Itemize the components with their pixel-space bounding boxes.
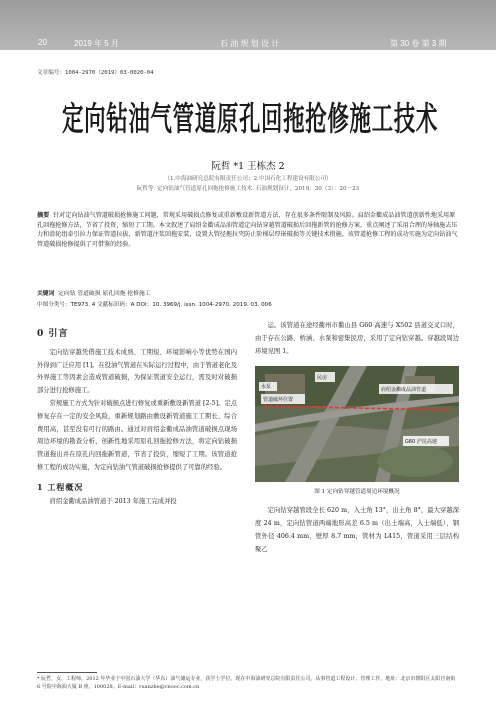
- abstract-text: 针对定向钻油气管道破损抢修施工问题，常规采用破损点修复或重新敷设新管道方法，存在很多条件限制及风险。肩绍金衢成品油管道创新性地采用原孔回拖抢修方法，节省了投资，缩短了工期。本文叙述了肩绍金衢成品油管道定向钻穿越管道破损后回拖新管的抢修方案，重点阐述了采用合理的导轴施去压力和滑轮组牵引拉力保证管道拉拔、新管道注浆回拖安装，设置大管径拖拉夹防止阶梯层厚嵌破损等关键技术措施。该管道抢修工程的成功实施为定向钻油气管道破损抢修提供了可借鉴的经验。: [37, 212, 458, 248]
- section1-paragraph-1: 肩绍金衢成品油管道于 2013 年施工完成并投: [49, 497, 177, 505]
- right-paragraph-1: 运。该管道在途经衢州市衢山县 G60 高速与 X502 县道交叉口时，由于存在公路、桥涵、水泵和密集民房，采用了定向钻穿越。穿越段周边环境见图 1。: [255, 322, 459, 355]
- article-title: [60, 96, 440, 140]
- abstract-label: 摘要: [37, 212, 50, 219]
- page-header: [0, 0, 496, 50]
- volume-issue: 第 30 卷 第 3 期: [390, 39, 447, 48]
- classification-line: 中图分类号：TE973. 4 文献标识码：A DOI：10. 3969/j. issn. 1004-2970. 2019. 03. 006: [37, 302, 272, 308]
- authors: 阮哲 *1 王栋杰 2: [211, 161, 285, 172]
- keywords-text: 定向钻 管道破损 原孔回拖 抢修施工: [58, 291, 151, 297]
- footnote-divider: [37, 672, 97, 673]
- title-graphic: [60, 96, 440, 140]
- intro-paragraph-1: 定向钻穿越凭借施工技术成熟、工期短、环境影响小等优势在国内外得到广泛应用 [1]。在役油气管道在实际运行过程中，由于管道老化及外界施工等因素会造成管道破损，为保证管道安全运行，需及时对破损部分进行抢修施工。: [37, 348, 237, 395]
- keywords-label: 关键词: [37, 291, 55, 297]
- right-column: [255, 320, 459, 556]
- section1-heading: 1 工程概况: [37, 481, 84, 492]
- left-column: [37, 320, 237, 508]
- article-number: 文章编号：1004-2970（2019）03-0020-04: [37, 70, 154, 76]
- photo-label-pipeline: 肩绍金衢成品油管道: [381, 387, 427, 394]
- photo-label-highway: G60 沪昆高速: [405, 439, 437, 446]
- abstract: [37, 211, 459, 249]
- right-paragraph-2: 定向钻穿越管段全长 620 m，入土角 13°，出土角 8°，最大穿越深度 24 m，定向钻管道两端地形高差 6.5 m（出土端高，入土端低），钢管外径 406.4 mm，壁厚 8.7 mm，管材为 L415，管道采用三层结构聚乙: [255, 507, 459, 553]
- issue-date: 2019 年 5 月: [74, 39, 119, 48]
- affiliation: （1.中海油研究总院有限责任公司；2.中国石化工程建设有限公司）: [164, 176, 332, 182]
- site-photo-graphic: [255, 366, 459, 482]
- figure-caption: 图 1 定向钻穿越管道周边环境概况: [314, 489, 400, 496]
- footnote: * 阮哲，女，工程师。2012 年毕业于中国石油大学（华东）油气储运专业，获学士学位。现在中海油研究总院有限责任公司，从事管道工程设计、管理工作。地址：北京市朝阳区太阳宫南街 6 号院中海油大厦 B 座，100028。E-mail：ruanzhe@cnooc.com.cn: [37, 676, 456, 690]
- photo-label-houses: 民房: [317, 375, 328, 382]
- citation: 阮哲等. 定向钻油气管道原孔回拖抢修施工技术. 石油规划设计，2019，30（3）：20－23: [136, 186, 360, 192]
- photo-label-break: 管道破坏位置: [263, 397, 294, 404]
- keywords: [37, 288, 151, 297]
- journal-name: 石 油 规 划 设 计: [220, 39, 280, 48]
- title-text: 定向钻油气管道原孔回拖抢修施工技术: [62, 99, 438, 138]
- page-number: 20: [38, 38, 47, 47]
- intro-paragraph-2: 常规施工方式为针对破损点进行修复或重新敷设新管道 [2-5]。定点修复存在一定的安全风险，重新规划路由敷设新管道施工工期长、综合费用高，甚至没有可行的路由。通过对肩绍金衢成品油管道破损点现场周边环境的勘查分析，创新性地采用原孔回拖抢修方法，将定向钻破损管道拖出并在原孔内回拖新管道，节省了投资，缩短了工期。该管道抢修工程的成功实施，为定向钻油气管道破损抢修提供了可靠的经验。: [37, 399, 237, 471]
- site-photo: [255, 366, 459, 482]
- photo-label-pump: 水泵: [261, 384, 272, 391]
- intro-heading: 0 引言: [37, 329, 69, 339]
